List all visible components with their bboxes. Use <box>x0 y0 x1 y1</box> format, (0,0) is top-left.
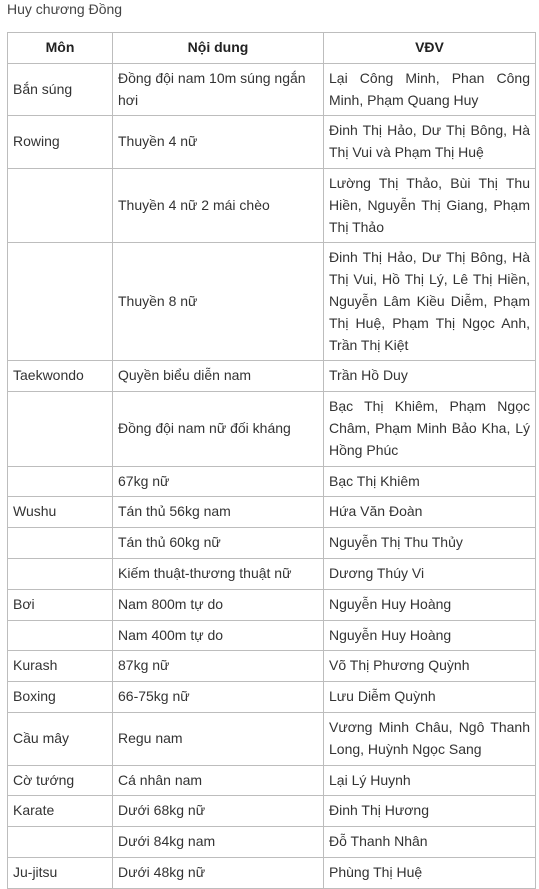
cell-vdv: Đinh Thị Hương <box>324 796 536 827</box>
table-body <box>8 63 536 888</box>
table-row <box>8 116 536 169</box>
cell-noi-dung: Nam 400m tự do <box>113 620 324 651</box>
cell-noi-dung: Thuyền 4 nữ <box>113 116 324 169</box>
cell-noi-dung: Dưới 68kg nữ <box>113 796 324 827</box>
cell-mon: Cầu mây <box>8 712 113 765</box>
table-row <box>8 466 536 497</box>
cell-vdv: Lưu Diễm Quỳnh <box>324 682 536 713</box>
table-row <box>8 497 536 528</box>
cell-vdv: Bạc Thị Khiêm, Phạm Ngọc Châm, Phạm Minh Bảo Kha, Lý Hồng Phúc <box>324 392 536 466</box>
cell-noi-dung: 67kg nữ <box>113 466 324 497</box>
cell-noi-dung: Đồng đội nam 10m súng ngắn hơi <box>113 63 324 116</box>
header-noi-dung: Nội dung <box>113 33 324 64</box>
cell-mon: Bắn súng <box>8 63 113 116</box>
cell-mon <box>8 528 113 559</box>
cell-mon: Rowing <box>8 116 113 169</box>
cell-noi-dung: Tán thủ 60kg nữ <box>113 528 324 559</box>
table-row <box>8 392 536 466</box>
cell-vdv: Nguyễn Thị Thu Thủy <box>324 528 536 559</box>
table-row <box>8 712 536 765</box>
cell-noi-dung: Cá nhân nam <box>113 765 324 796</box>
cell-vdv: Đinh Thị Hảo, Dư Thị Bông, Hà Thị Vui, Hồ Thị Lý, Lê Thị Hiền, Nguyễn Lâm Kiều Diễm, Phạm Thị Huệ, Phạm Thị Ngọc Anh, Trần Thị Kiệt <box>324 243 536 361</box>
cell-mon <box>8 558 113 589</box>
cell-vdv: Lại Công Minh, Phan Công Minh, Phạm Quang Huy <box>324 63 536 116</box>
cell-mon <box>8 168 113 242</box>
cell-vdv: Võ Thị Phương Quỳnh <box>324 651 536 682</box>
table-row <box>8 765 536 796</box>
cell-noi-dung: Thuyền 8 nữ <box>113 243 324 361</box>
cell-noi-dung: Nam 800m tự do <box>113 589 324 620</box>
cell-mon <box>8 620 113 651</box>
table-row <box>8 243 536 361</box>
cell-mon: Karate <box>8 796 113 827</box>
table-row <box>8 796 536 827</box>
cell-noi-dung: Tán thủ 56kg nam <box>113 497 324 528</box>
table-header <box>8 33 536 64</box>
cell-noi-dung: Dưới 84kg nam <box>113 827 324 858</box>
cell-vdv: Phùng Thị Huệ <box>324 857 536 888</box>
table-row <box>8 589 536 620</box>
cell-vdv: Đinh Thị Hảo, Dư Thị Bông, Hà Thị Vui và Phạm Thị Huệ <box>324 116 536 169</box>
header-mon: Môn <box>8 33 113 64</box>
cell-vdv: Nguyễn Huy Hoàng <box>324 589 536 620</box>
cell-vdv: Lường Thị Thảo, Bùi Thị Thu Hiền, Nguyễn Thị Giang, Phạm Thị Thảo <box>324 168 536 242</box>
table-row <box>8 168 536 242</box>
cell-vdv: Lại Lý Huynh <box>324 765 536 796</box>
table-row <box>8 682 536 713</box>
cell-noi-dung: Dưới 48kg nữ <box>113 857 324 888</box>
cell-vdv: Trần Hồ Duy <box>324 361 536 392</box>
table-row <box>8 857 536 888</box>
cell-noi-dung: Regu nam <box>113 712 324 765</box>
table-row <box>8 558 536 589</box>
cell-noi-dung: Thuyền 4 nữ 2 mái chèo <box>113 168 324 242</box>
cell-noi-dung: Quyền biểu diễn nam <box>113 361 324 392</box>
header-vdv: VĐV <box>324 33 536 64</box>
cell-mon: Taekwondo <box>8 361 113 392</box>
cell-mon <box>8 827 113 858</box>
cell-mon: Wushu <box>8 497 113 528</box>
cell-mon: Kurash <box>8 651 113 682</box>
table-row <box>8 63 536 116</box>
cell-noi-dung: Kiếm thuật-thương thuật nữ <box>113 558 324 589</box>
cell-mon: Cờ tướng <box>8 765 113 796</box>
bronze-medal-table <box>7 32 536 889</box>
cell-mon: Ju-jitsu <box>8 857 113 888</box>
cell-mon <box>8 392 113 466</box>
cell-noi-dung: 66-75kg nữ <box>113 682 324 713</box>
table-row <box>8 651 536 682</box>
cell-noi-dung: Đồng đội nam nữ đối kháng <box>113 392 324 466</box>
cell-vdv: Dương Thúy Vi <box>324 558 536 589</box>
cell-vdv: Hứa Văn Đoàn <box>324 497 536 528</box>
cell-vdv: Vương Minh Châu, Ngô Thanh Long, Huỳnh Ngọc Sang <box>324 712 536 765</box>
cell-mon: Boxing <box>8 682 113 713</box>
table-row <box>8 361 536 392</box>
header-row <box>8 33 536 64</box>
cell-mon <box>8 466 113 497</box>
cell-vdv: Nguyễn Huy Hoàng <box>324 620 536 651</box>
table-row <box>8 620 536 651</box>
cell-mon: Bơi <box>8 589 113 620</box>
table-caption: Huy chương Đồng <box>7 1 123 17</box>
cell-vdv: Đỗ Thanh Nhân <box>324 827 536 858</box>
table-row <box>8 827 536 858</box>
table-row <box>8 528 536 559</box>
cell-mon <box>8 243 113 361</box>
cell-noi-dung: 87kg nữ <box>113 651 324 682</box>
cell-vdv: Bạc Thị Khiêm <box>324 466 536 497</box>
